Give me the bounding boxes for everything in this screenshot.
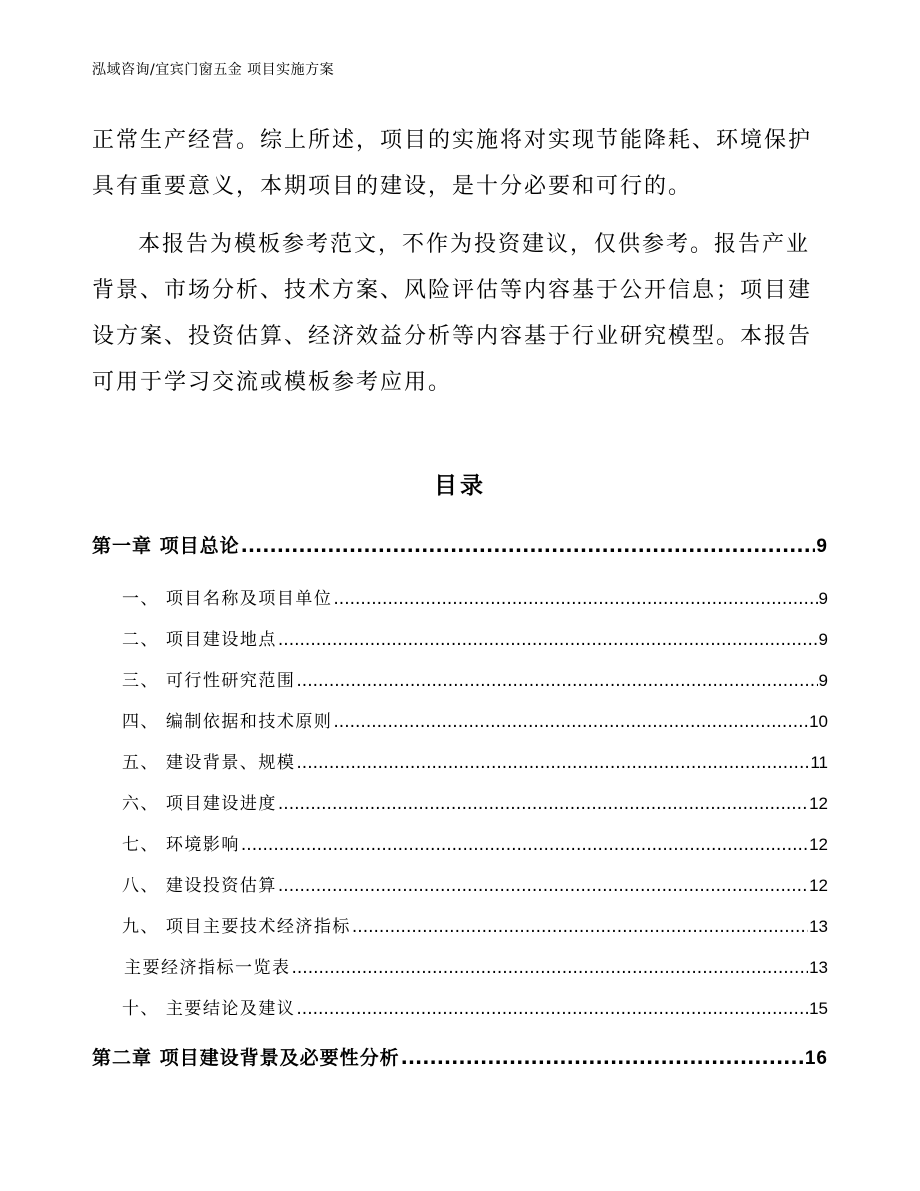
toc-entry-section-4[interactable] (92, 707, 828, 732)
toc-entry-label: 二、 项目建设地点 (122, 630, 277, 650)
toc-dot-leader (278, 794, 808, 814)
toc-entry-label: 七、 环境影响 (122, 835, 240, 855)
toc-entry-page: 15 (809, 999, 828, 1018)
toc-entry-section-7[interactable] (92, 830, 828, 855)
toc-entry-label: 主要经济指标一览表 (124, 958, 291, 978)
toc-entry-page: 9 (818, 630, 828, 649)
toc-dot-leader (292, 958, 809, 978)
toc-dot-leader (278, 630, 818, 650)
body-paragraph-2: 本报告为模板参考范文，不作为投资建议，仅供参考。报告产业背景、市场分析、技术方案、风险评估等内容基于公开信息；项目建设方案、投资估算、经济效益分析等内容基于行业研究模型。本报告可用于学习交流或模板参考应用。 (92, 232, 813, 395)
toc-entry-label: 九、 项目主要技术经济指标 (122, 917, 351, 937)
toc-entry-page: 16 (804, 1048, 828, 1069)
toc-entry-page: 13 (809, 958, 828, 977)
toc-entry-label: 六、 项目建设进度 (122, 794, 277, 814)
body-paragraph-1: 正常生产经营。综上所述，项目的实施将对实现节能降耗、环境保护具有重要意义，本期项目的建设，是十分必要和可行的。 (92, 128, 813, 199)
toc-entry-page: 10 (809, 712, 828, 731)
toc-dot-leader (296, 999, 808, 1019)
toc-entry-label: 五、 建设背景、规模 (122, 753, 296, 773)
toc-entry-section-5[interactable] (92, 748, 828, 773)
toc-entry-table[interactable] (92, 953, 828, 978)
toc-dot-leader (401, 1047, 804, 1069)
toc-entry-label: 一、 项目名称及项目单位 (122, 589, 333, 609)
toc-dot-leader (278, 876, 808, 896)
page-header: 泓域咨询/宜宾门窗五金 项目实施方案 (92, 62, 335, 78)
toc-entry-section-6[interactable] (92, 789, 828, 814)
toc-dot-leader (333, 589, 817, 609)
toc-dot-leader (241, 835, 808, 855)
toc-dot-leader (333, 712, 808, 732)
toc-entry-section-9[interactable] (92, 912, 828, 937)
toc-entry-page: 9 (818, 671, 828, 690)
toc-entry-section-1[interactable] (92, 584, 828, 609)
toc-dot-leader (241, 535, 816, 557)
toc-entry-label: 十、 主要结论及建议 (122, 999, 296, 1019)
toc-entry-label: 第一章 项目总论 (92, 535, 240, 557)
toc-dot-leader (296, 671, 817, 691)
toc-entry-label: 三、 可行性研究范围 (122, 671, 296, 691)
toc-entry-page: 9 (818, 589, 828, 608)
toc-entry-chapter-2[interactable] (92, 1043, 828, 1070)
toc-entry-page: 12 (809, 876, 828, 895)
toc-entry-section-3[interactable] (92, 666, 828, 691)
toc-entry-label: 八、 建设投资估算 (122, 876, 277, 896)
toc-entry-page: 12 (809, 835, 828, 854)
toc-dot-leader (296, 753, 809, 773)
toc-entry-chapter-1[interactable] (92, 531, 828, 558)
toc-entry-label: 第二章 项目建设背景及必要性分析 (92, 1047, 400, 1069)
toc-entry-page: 13 (809, 917, 828, 936)
toc-entry-section-8[interactable] (92, 871, 828, 896)
toc-entry-section-2[interactable] (92, 625, 828, 650)
toc-entry-page: 11 (810, 753, 828, 772)
toc-entry-page: 9 (816, 536, 828, 557)
toc-dot-leader (352, 917, 808, 937)
toc-entry-page: 12 (809, 794, 828, 813)
toc-entry-section-10[interactable] (92, 994, 828, 1019)
toc-title: 目录 (434, 473, 486, 499)
toc-entry-label: 四、 编制依据和技术原则 (122, 712, 333, 732)
